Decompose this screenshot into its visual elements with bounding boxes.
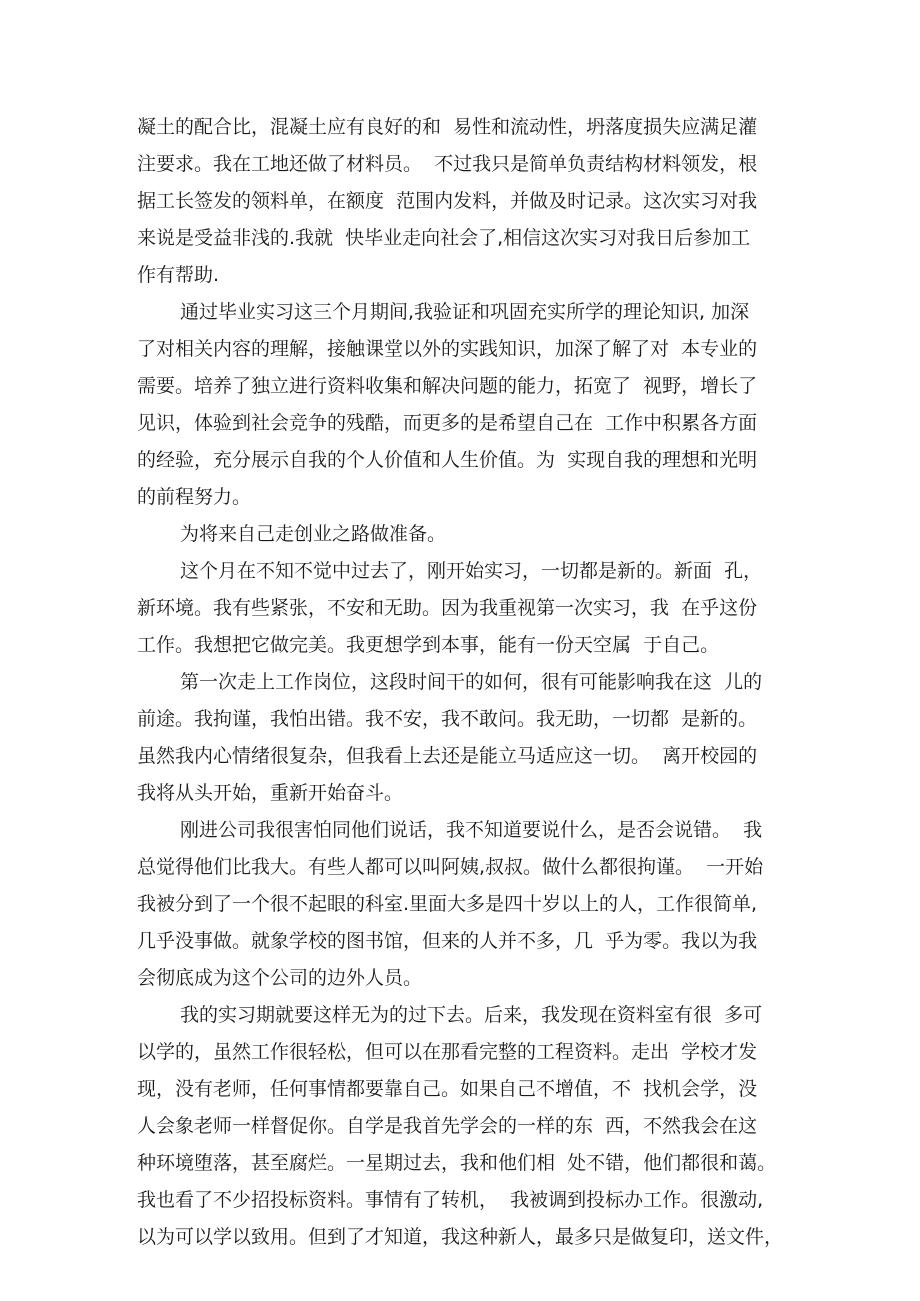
text-line: 我将从头开始，重新开始奋斗。 bbox=[137, 782, 404, 804]
text-line: 刚进公司我很害怕同他们说话，我不知道要说什么，是否会说错。 我 bbox=[180, 819, 763, 841]
text-line: 人会象老师一样督促你。自学是我首先学会的一样的东 西，不然我会在这 bbox=[137, 1115, 758, 1137]
text-line: 新环境。我有些紧张，不安和无助。因为我重视第一次实习，我 在乎这份 bbox=[137, 597, 758, 619]
paragraph bbox=[0, 109, 920, 294]
text-line: 通过毕业实习这三个月期间,我验证和巩固充实所学的理论知识, 加深 bbox=[180, 301, 750, 323]
text-line: 了对相关内容的理解，接触课堂以外的实践知识，加深了解了对 本专业的 bbox=[137, 338, 758, 360]
paragraph bbox=[0, 997, 920, 1256]
paragraph bbox=[0, 553, 920, 664]
text-line: 据工长签发的领料单，在额度 范围内发料，并做及时记录。这次实习对我 bbox=[137, 190, 758, 212]
paragraph bbox=[0, 664, 920, 812]
text-line: 这个月在不知不觉中过去了，刚开始实习，一切都是新的。新面 孔， bbox=[180, 560, 763, 582]
text-line: 我被分到了一个很不起眼的科室.里面大多是四十岁以上的人，工作很简单, bbox=[137, 893, 758, 915]
text-line: 注要求。我在工地还做了材料员。 不过我只是简单负责结构材料领发，根 bbox=[137, 153, 758, 175]
text-line: 种环境堕落，甚至腐烂。一星期过去，我和他们相 处不错，他们都很和蔼。 bbox=[137, 1152, 777, 1174]
text-line: 几乎没事做。就象学校的图书馆，但来的人并不多，几 乎为零。我以为我 bbox=[137, 930, 758, 952]
text-line: 需要。培养了独立进行资料收集和解决问题的能力，拓宽了 视野，增长了 bbox=[137, 375, 758, 397]
text-line: 凝土的配合比，混凝土应有良好的和 易性和流动性，坍落度损失应满足灌 bbox=[137, 116, 758, 138]
text-line: 总觉得他们比我大。有些人都可以叫阿姨,叔叔。做什么都很拘谨。 一开始 bbox=[137, 856, 764, 878]
text-line: 为将来自己走创业之路做准备。 bbox=[180, 523, 447, 545]
paragraph bbox=[0, 516, 920, 553]
text-line: 我也看了不少招投标资料。事情有了转机， 我被调到投标办工作。很激动, bbox=[137, 1189, 764, 1211]
text-line: 作有帮助. bbox=[137, 264, 220, 286]
text-line: 我的实习期就要这样无为的过下去。后来，我发现在资料室有很 多可 bbox=[180, 1004, 763, 1026]
text-line: 会彻底成为这个公司的边外人员。 bbox=[137, 967, 423, 989]
text-line: 来说是受益非浅的.我就 快毕业走向社会了,相信这次实习对我日后参加工 bbox=[137, 227, 751, 249]
text-line: 前途。我拘谨，我怕出错。我不安，我不敢问。我无助，一切都 是新的。 bbox=[137, 708, 758, 730]
text-line: 的经验，充分展示自我的个人价值和人生价值。为 实现自我的理想和光明 bbox=[137, 449, 758, 471]
paragraph bbox=[0, 812, 920, 997]
text-line: 见识，体验到社会竞争的残酷，而更多的是希望自己在 工作中积累各方面 bbox=[137, 412, 758, 434]
text-line: 以为可以学以致用。但到了才知道，我这种新人，最多只是做复印，送文件， bbox=[137, 1226, 784, 1248]
text-line: 工作。我想把它做完美。我更想学到本事，能有一份天空属 于自己。 bbox=[137, 634, 720, 656]
text-line: 的前程努力。 bbox=[137, 486, 252, 508]
paragraph bbox=[0, 294, 920, 516]
text-line: 虽然我内心情绪很复杂，但我看上去还是能立马适应这一切。 离开校园的 bbox=[137, 745, 758, 767]
text-line: 现，没有老师，任何事情都要靠自己。如果自己不增值，不 找机会学，没 bbox=[137, 1078, 758, 1100]
text-line: 以学的，虽然工作很轻松，但可以在那看完整的工程资料。走出 学校才发 bbox=[137, 1041, 758, 1063]
text-line: 第一次走上工作岗位，这段时间干的如何，很有可能影响我在这 儿的 bbox=[180, 671, 763, 693]
